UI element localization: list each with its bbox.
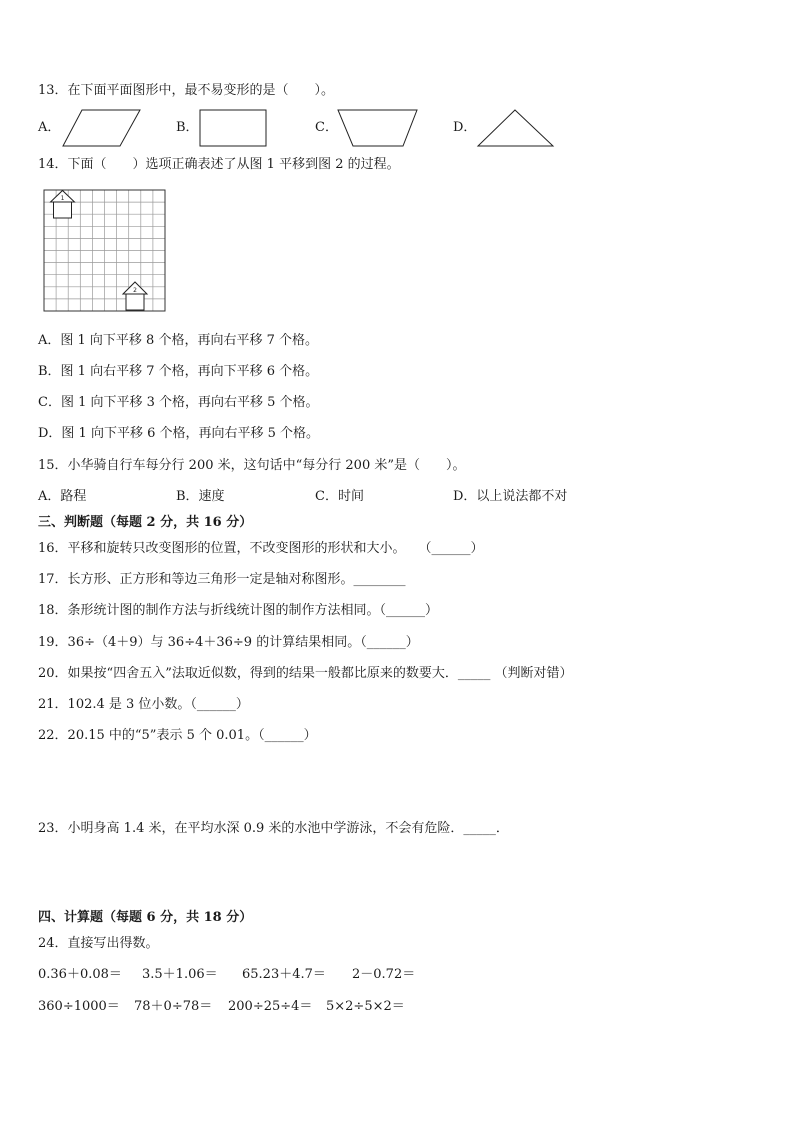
calc-item: 3.5＋1.06＝ [142, 967, 218, 982]
q18-statement: 18．条形统计图的制作方法与折线统计图的制作方法相同。（______） [38, 603, 439, 618]
calc-item: 0.36＋0.08＝ [38, 967, 122, 982]
q23-statement: 23．小明身高 1.4 米，在平均水深 0.9 米的水池中学游泳，不会有危险．_____． [38, 821, 509, 836]
q13-stem: 13．在下面平面图形中，最不易变形的是（ ）。 [38, 83, 335, 98]
calc-item: 5×2÷5×2＝ [326, 999, 405, 1014]
q15-option-b: B．速度 [176, 489, 225, 504]
calc-item: 360÷1000＝ [38, 999, 120, 1014]
section-4-heading: 四、计算题（每题 6 分，共 18 分） [38, 910, 253, 925]
q17-statement: 17．长方形、正方形和等边三角形一定是轴对称图形。________ [38, 572, 406, 587]
q13-option-b-label: B． [176, 120, 199, 135]
figure-2-label: 2 [133, 287, 137, 294]
q14-stem: 14．下面（ ）选项正确表述了从图 1 平移到图 2 的过程。 [38, 157, 400, 172]
figure-1-house [51, 191, 75, 219]
q13-option-d-label: D． [453, 120, 477, 135]
q14-option-c: C．图 1 向下平移 3 个格，再向右平移 5 个格。 [38, 395, 319, 410]
calc-item: 65.23＋4.7＝ [242, 967, 326, 982]
q24-stem: 24．直接写出得数。 [38, 936, 159, 951]
figure-1-label: 1 [60, 195, 65, 202]
q22-statement: 22．20.15 中的“5”表示 5 个 0.01。（______） [38, 728, 317, 743]
rectangle-figure [199, 108, 269, 148]
figure-2-house [123, 282, 147, 310]
q15-option-c: C．时间 [315, 489, 364, 504]
parallelogram-figure [62, 108, 142, 148]
q20-statement: 20．如果按“四舍五入”法取近似数，得到的结果一般都比原来的数要大．_____ （判断对错） [38, 666, 573, 681]
q15-stem: 15．小华骑自行车每分行 200 米，这句话中“每分行 200 米”是（ ）。 [38, 458, 466, 473]
q16-statement: 16．平移和旋转只改变图形的位置，不改变图形的形状和大小。 （______） [38, 541, 484, 556]
calc-item: 200÷25÷4＝ [228, 999, 313, 1014]
q15-option-a: A．路程 [38, 489, 87, 504]
trapezoid-figure [337, 108, 419, 148]
section-3-heading: 三、判断题（每题 2 分，共 16 分） [38, 515, 253, 530]
q21-statement: 21．102.4 是 3 位小数。（______） [38, 697, 249, 712]
q14-option-a: A．图 1 向下平移 8 个格，再向右平移 7 个格。 [38, 333, 318, 348]
q13-option-a-label: A． [38, 120, 61, 135]
calc-item: 78＋0÷78＝ [134, 999, 213, 1014]
q14-option-b: B．图 1 向右平移 7 个格，再向下平移 6 个格。 [38, 364, 319, 379]
translation-grid-figure [43, 189, 167, 313]
triangle-figure [476, 108, 556, 148]
q14-option-d: D．图 1 向下平移 6 个格，再向右平移 5 个格。 [38, 426, 320, 441]
q13-option-c-label: C． [315, 120, 338, 135]
q19-statement: 19．36÷（4＋9）与 36÷4＋36÷9 的计算结果相同。（______） [38, 635, 419, 650]
q15-option-d: D．以上说法都不对 [453, 489, 568, 504]
calc-item: 2－0.72＝ [352, 967, 416, 982]
